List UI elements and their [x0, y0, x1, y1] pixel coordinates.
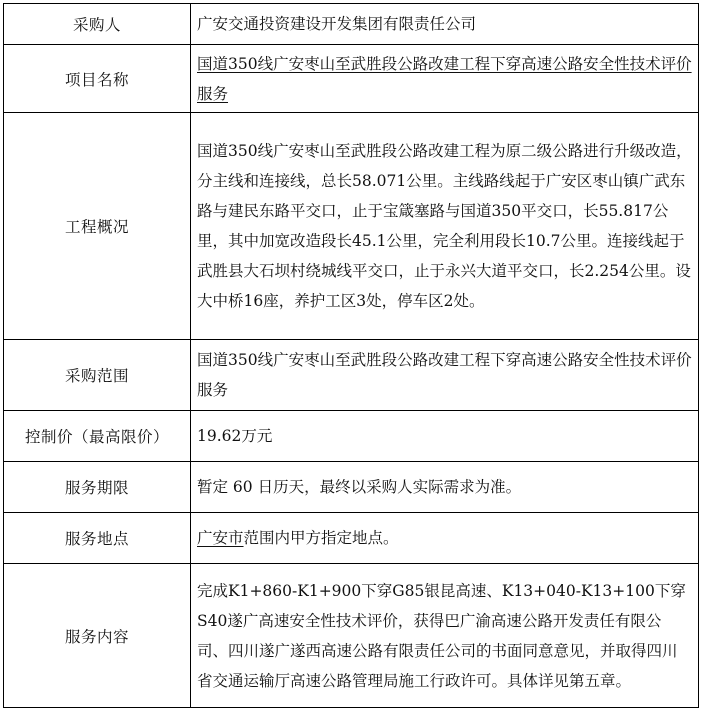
value-service-location	[191, 513, 699, 564]
value-purchaser: 广安交通投资建设开发集团有限责任公司	[191, 4, 699, 45]
row-project-overview	[4, 113, 699, 340]
label-purchaser: 采购人	[4, 4, 191, 45]
value-procurement-scope: 国道350线广安枣山至武胜段公路改建工程下穿高速公路安全性技术评价服务	[191, 340, 699, 411]
value-service-period: 暂定 60 日历天，最终以采购人实际需求为准。	[191, 462, 699, 513]
service-location-link[interactable]: 广安市	[197, 529, 244, 547]
row-control-price	[4, 411, 699, 462]
row-service-period	[4, 462, 699, 513]
value-project-name	[191, 45, 699, 113]
label-procurement-scope: 采购范围	[4, 340, 191, 411]
label-project-overview: 工程概况	[4, 113, 191, 340]
project-name-link[interactable]: 国道350线广安枣山至武胜段公路改建工程下穿高速公路安全性技术评价服务	[197, 54, 692, 103]
label-service-period: 服务期限	[4, 462, 191, 513]
row-service-content	[4, 564, 699, 708]
value-service-content: 完成K1+860-K1+900下穿G85银昆高速、K13+040-K13+100下穿S40遂广高速安全性技术评价，获得巴广渝高速公路开发责任有限公司、四川遂广遂西高速公路有限责任公司的书面同意意见，并取得四川省交通运输厅高速公路管理局施工行政许可。具体详见第五章。	[191, 564, 699, 708]
label-service-content: 服务内容	[4, 564, 191, 708]
label-control-price: 控制价（最高限价）	[4, 411, 191, 462]
value-control-price: 19.62万元	[191, 411, 699, 462]
value-project-overview: 国道350线广安枣山至武胜段公路改建工程为原二级公路进行升级改造，分主线和连接线，总长58.071公里。主线路线起于广安区枣山镇广武东路与建民东路平交口，止于宝箴塞路与国道350平交口，长55.817公里，其中加宽改造段长45.1公里，完全利用段长10.7公里。连接线起于武胜县大石坝村绕城线平交口，止于永兴大道平交口，长2.254公里。设大中桥16座，养护工区3处，停车区2处。	[191, 113, 699, 340]
row-purchaser	[4, 4, 699, 45]
label-project-name: 项目名称	[4, 45, 191, 113]
row-project-name	[4, 45, 699, 113]
procurement-info-table	[3, 3, 699, 708]
service-location-rest: 范围内甲方指定地点。	[243, 529, 399, 547]
label-service-location: 服务地点	[4, 513, 191, 564]
row-procurement-scope	[4, 340, 699, 411]
row-service-location	[4, 513, 699, 564]
